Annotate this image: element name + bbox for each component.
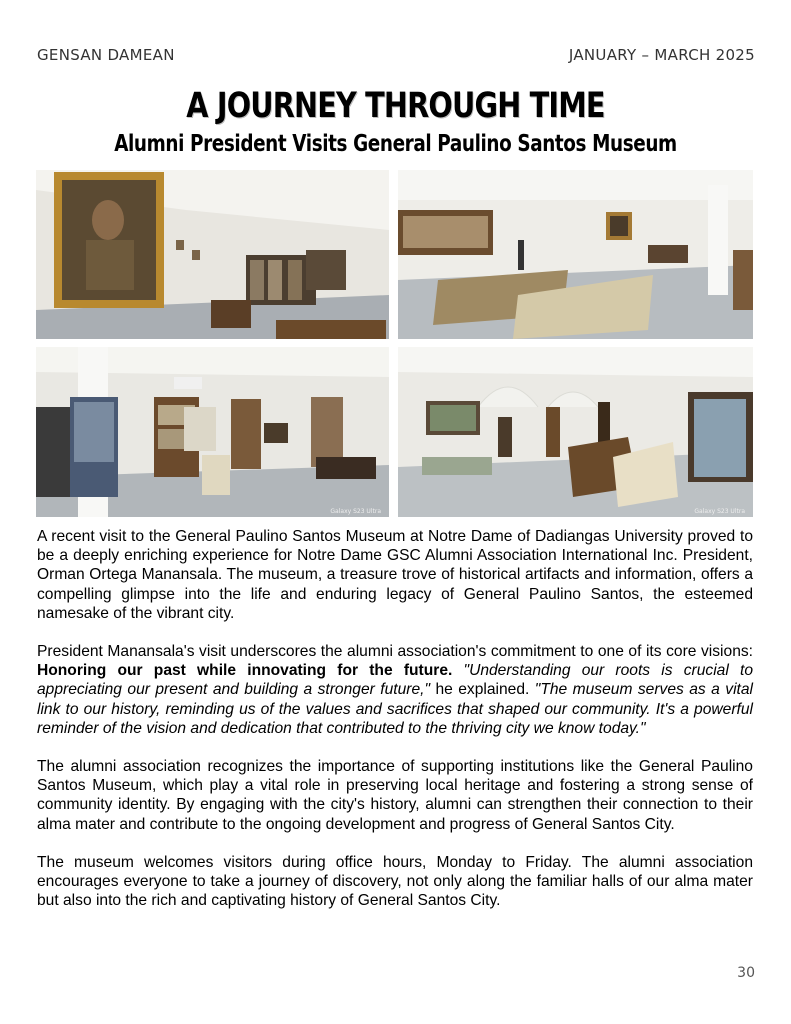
paragraph-1: A recent visit to the General Paulino Santos Museum at Notre Dame of Dadiangas University proved to be a deeply enriching experience for Notre Dame GSC Alumni Association International Inc. President, Orman Ortega Manansala. The museum, a treasure trove of historical artifacts and information, offers a compelling glimpse into the life and enduring legacy of General Paulino Santos, the esteemed namesake of the vibrant city. [37, 528, 753, 622]
p2-vision: Honoring our past while innovating for the future. [37, 662, 453, 680]
issue-date: JANUARY – MARCH 2025 [568, 46, 755, 64]
p2-quote-2: "The museum serves as a vital link to our history, reminding us of the values and sacrifices that shaped our community. It's a powerful reminder of the vision and dedication that contributed to the thriving city we know today." [37, 681, 754, 737]
p2-quote-1: "Understanding our roots is crucial to appreciating our present and building a stronger future," [37, 662, 753, 699]
p2-attribution: he explained. [430, 681, 535, 699]
article-body [37, 527, 753, 929]
page-number: 30 [737, 965, 755, 981]
photo-watermark: Galaxy S23 Ultra [694, 508, 745, 515]
museum-photo-gallery-hall [398, 347, 753, 517]
paragraph-3: The alumni association recognizes the importance of supporting institutions like the General Paulino Santos Museum, which play a vital role in preserving local heritage and fostering a strong sense of community identity. By engaging with the city's history, alumni can strengthen their connection to their alma mater and contribute to the ongoing development and progress of General Santos City. [37, 758, 753, 833]
article-subtitle: Alumni President Visits General Paulino Santos Museum [114, 131, 677, 157]
museum-photo-portrait-room [36, 170, 389, 339]
museum-photo-cabinets [36, 347, 389, 517]
paragraph-4: The museum welcomes visitors during office hours, Monday to Friday. The alumni association encourages everyone to take a journey of discovery, not only along the familiar halls of our alma mater but also into the rich and captivating history of General Santos City. [37, 853, 753, 910]
publication-name: GENSAN DAMEAN [37, 46, 175, 64]
museum-photo-display-cases [398, 170, 753, 339]
p2-intro: President Manansala's visit underscores the alumni association's commitment to one of its core visions: [37, 643, 753, 661]
article-title: A JOURNEY THROUGH TIME [186, 86, 605, 126]
paragraph-2 [37, 642, 753, 738]
photo-watermark: Galaxy S23 Ultra [330, 508, 381, 515]
